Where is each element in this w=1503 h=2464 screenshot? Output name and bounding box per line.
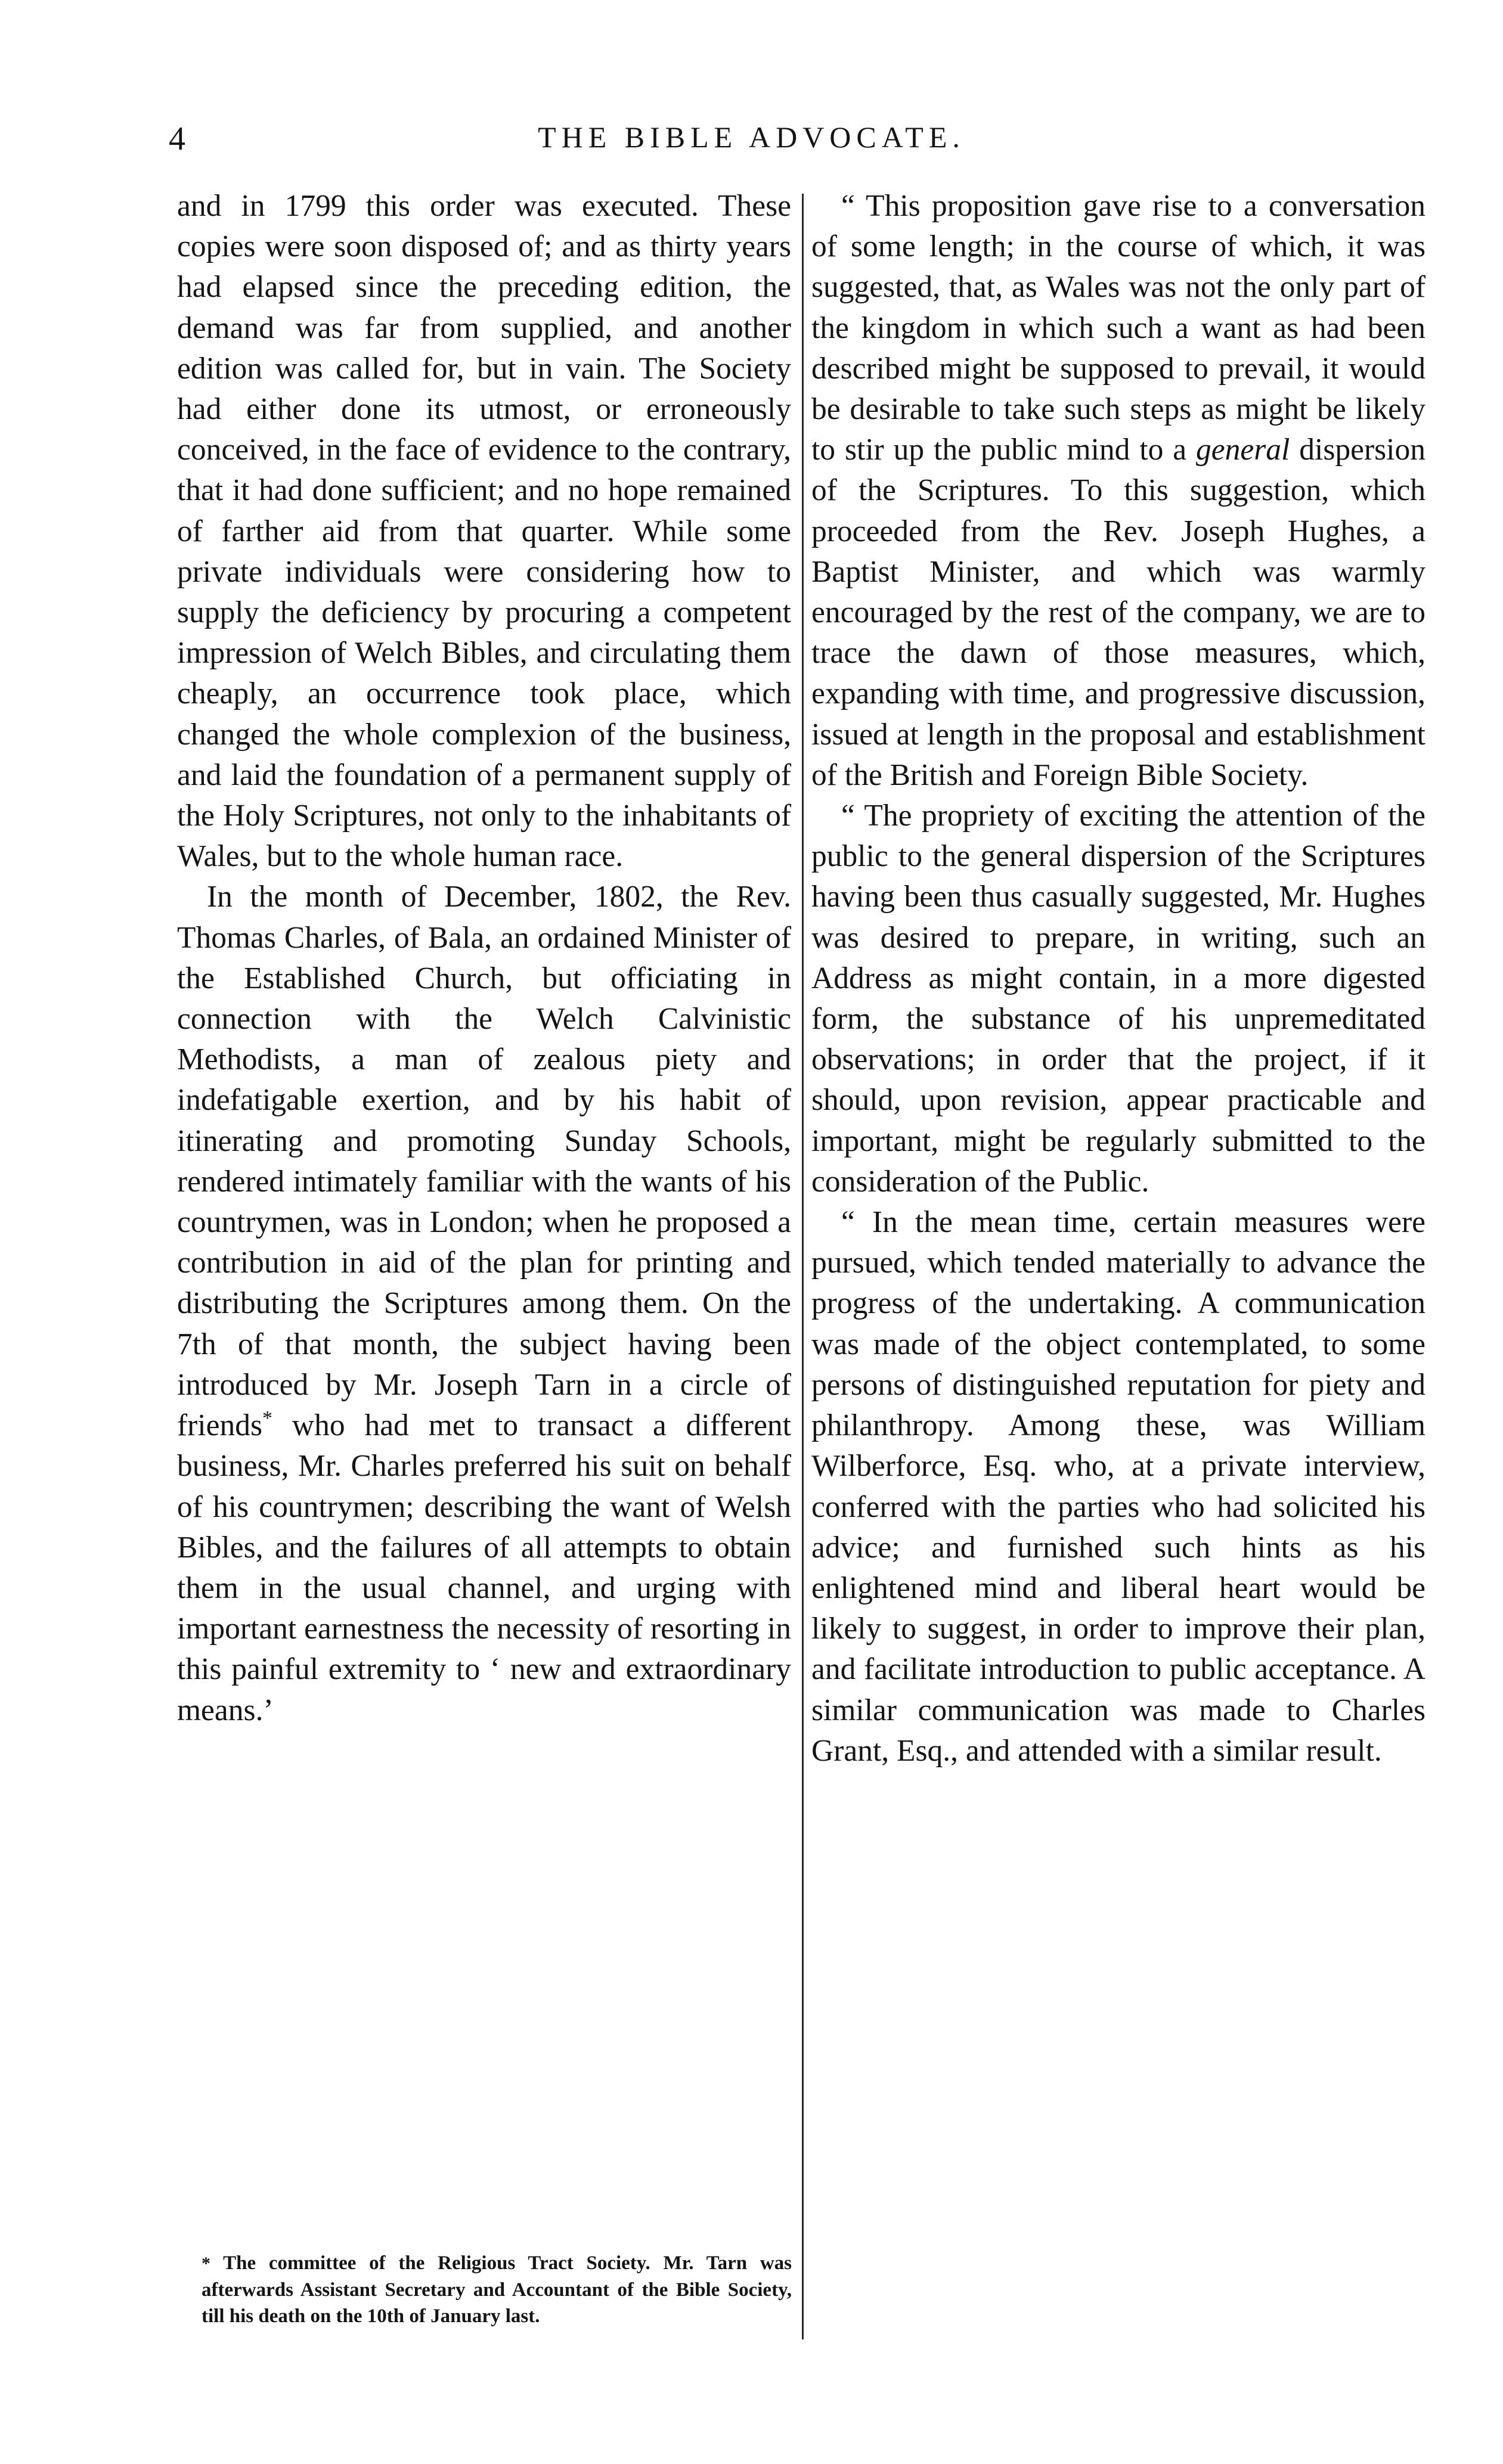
footnote-reference-mark: * [262, 1407, 273, 1429]
right-paragraph-1-italic: general [1196, 433, 1290, 467]
footnote-mark: * [202, 2254, 210, 2273]
left-paragraph-1: and in 1799 this order was executed. These copies were soon disposed of; and as thirty years had elapsed since the preceding edition, the demand was far from supplied, and another edition was called for, but in vain. The Society had either done its utmost, or erroneously conceived, in the face of evidence to the contrary, that it had done sufficient; and no hope remained of farther aid from that quarter. While some private individuals were considering how to supply the deficiency by procuring a competent impression of Welch Bibles, and circulating them cheaply, an occurrence took place, which changed the whole complexion of the business, and laid the foundation of a permanent supply of the Holy Scriptures, not only to the inhabitants of Wales, but to the whole human race. [177, 189, 791, 874]
page-number: 4 [169, 120, 185, 157]
left-column [177, 186, 791, 1731]
column-divider [802, 194, 804, 2339]
running-title: THE BIBLE ADVOCATE. [538, 120, 965, 154]
left-paragraph-2-text-a: In the month of December, 1802, the Rev. Thomas Charles, of Bala, an ordained Minister of the Established Church, but officiating in connection with the Welch Calvinistic Methodists, a man of zealous piety and indefatigable exertion, and by his habit of itinerating and promoting Sunday Schools, rendered intimately familiar with the wants of his countrymen, was in London; when he proposed a contribution in aid of the plan for printing and distributing the Scriptures among them. On the 7th of that month, the subject having been introduced by Mr. Joseph Tarn in a circle of friends [177, 880, 791, 1443]
right-column [811, 186, 1425, 1771]
right-paragraph-1 [811, 186, 1425, 796]
right-paragraph-2: “ The propriety of exciting the attention of the public to the general dispersion of the Scriptures having been thus casually suggested, Mr. Hughes was desired to prepare, in writing, such an Address as might contain, in a more digested form, the substance of his unpremeditated observations; in order that the project, if it should, upon revision, appear practicable and important, might be regularly submitted to the consideration of the Public. [811, 799, 1425, 1199]
footnote [202, 2250, 792, 2329]
left-paragraph-2-text-b: who had met to transact a different business, Mr. Charles preferred his suit on behalf of his countrymen; describing the want of Welsh Bibles, and the failures of all attempts to obtain them in the usual channel, and urging with important earnestness the necessity of resorting in this painful extremity to ‘ new and extraordinary means.’ [177, 1408, 791, 1727]
right-paragraph-3: “ In the mean time, certain measures were pursued, which tended materially to advance the progress of the undertaking. A communication was made of the object contemplated, to some persons of distinguished reputation for piety and philanthropy. Among these, was William Wilberforce, Esq. who, at a private interview, conferred with the parties who had solicited his advice; and furnished such hints as his enlightened mind and liberal heart would be likely to suggest, in order to improve their plan, and facilitate introduction to public acceptance. A similar communication was made to Charles Grant, Esq., and attended with a similar result. [811, 1205, 1425, 1768]
left-paragraph-2 [177, 877, 791, 1730]
footnote-text: The committee of the Religious Tract Society. Mr. Tarn was afterwards Assistant Secretary and Accountant of the Bible Society, till his death on the 10th of January last. [202, 2252, 792, 2327]
right-paragraph-1-text-b: dispersion of the Scriptures. To this suggestion, which proceeded from the Rev. Joseph Hughes, a Baptist Minister, and which was warmly encouraged by the rest of the company, we are to trace the dawn of those measures, which, expanding with time, and progressive discussion, issued at length in the proposal and establishment of the British and Foreign Bible Society. [811, 433, 1425, 792]
right-paragraph-1-text-a: “ This proposition gave rise to a conversation of some length; in the course of which, it was suggested, that, as Wales was not the only part of the kingdom in which such a want as had been described might be supposed to prevail, it would be desirable to take such steps as might be likely to stir up the public mind to a [811, 189, 1425, 467]
